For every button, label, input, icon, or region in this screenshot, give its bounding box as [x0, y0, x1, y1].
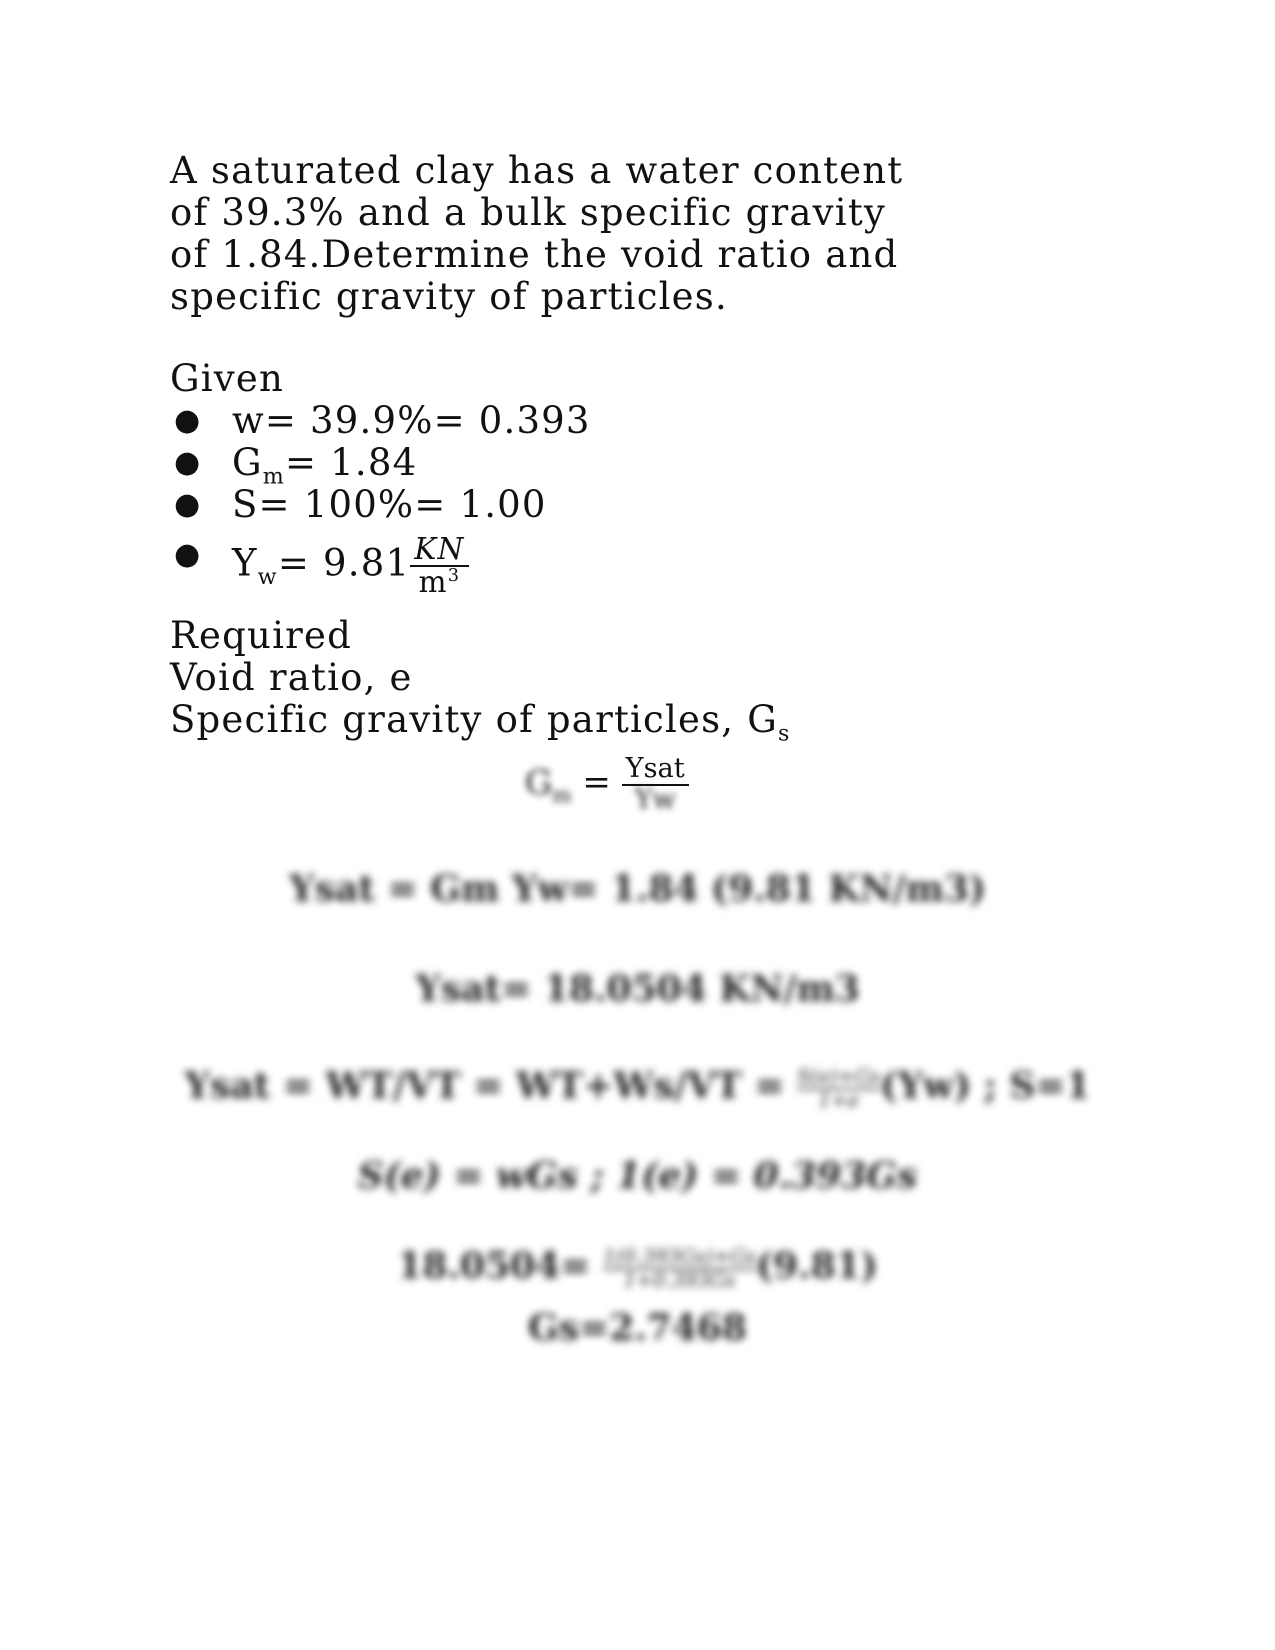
given-text: S= 100%= 1.00 [232, 483, 547, 526]
given-item [170, 400, 1110, 442]
equation-denominator: 1+0.393Gs [623, 1269, 736, 1292]
given-item [170, 484, 1110, 526]
gm-equals: = [582, 762, 611, 803]
gm-formula [525, 755, 689, 814]
given-symbol: Y [232, 541, 258, 585]
gm-subscript: m [552, 782, 572, 807]
given-text: w= 39.9%= 0.393 [232, 399, 591, 442]
required-section [170, 615, 1110, 754]
problem-line: of 1.84.Determine the void ratio and [170, 233, 899, 276]
gm-denominator: Yw [634, 783, 676, 815]
bullet-icon: ● [174, 487, 202, 522]
given-subscript: w [257, 563, 278, 590]
equation-line: Ysat= 18.0504 KN/m3 [415, 968, 860, 1010]
given-value: = 1.84 [285, 441, 418, 484]
equation-line [0, 1245, 1275, 1292]
equation-line: S(e) = wGs ; 1(e) = 0.393Gs [357, 1155, 918, 1197]
gm-letter: G [525, 762, 553, 803]
equation-numerator: 1(0.393Gs)+Gs [602, 1245, 756, 1269]
unit-denominator [410, 567, 468, 598]
equation-part: (9.81) [755, 1245, 878, 1287]
required-text: Specific gravity of particles, G [170, 698, 778, 741]
given-section [170, 357, 1110, 600]
equation-numerator: S(e)+Gs [797, 1065, 881, 1089]
gm-numerator: Ysat [622, 755, 689, 786]
given-symbol: G [232, 441, 263, 484]
unit-exponent: 3 [447, 566, 461, 587]
given-list [170, 399, 1110, 600]
unit-base: m [418, 565, 448, 600]
required-subscript: s [777, 720, 791, 747]
given-value: = 9.81 [277, 541, 411, 585]
problem-line: of 39.3% and a bulk specific gravity [170, 191, 886, 234]
problem-statement [170, 150, 1110, 318]
problem-line: A saturated clay has a water content [170, 149, 904, 192]
required-line [170, 699, 1110, 754]
given-subscript: m [262, 463, 286, 490]
equation-part: (Yw) ; S=1 [880, 1065, 1091, 1107]
bullet-icon: ● [174, 537, 202, 572]
given-item [170, 532, 1110, 600]
equation-part: 18.0504= [397, 1245, 603, 1287]
equation-part: Ysat = WT/VT = WT+Ws/VT = [184, 1065, 798, 1107]
equation-denominator: 1+e [818, 1089, 860, 1112]
problem-line: specific gravity of particles. [170, 275, 728, 318]
equation-line [0, 1065, 1275, 1112]
given-item [170, 441, 1110, 490]
required-line: Void ratio, e [170, 656, 413, 699]
gm-fraction [622, 755, 689, 814]
equation-fraction [603, 1246, 756, 1292]
bullet-icon: ● [174, 403, 202, 438]
result-line: Gs=2.7468 [528, 1307, 747, 1349]
unit-fraction [410, 534, 468, 598]
required-heading: Required [170, 614, 352, 657]
equation-fraction [797, 1066, 880, 1112]
given-heading: Given [170, 357, 285, 400]
unit-numerator: KN [410, 534, 468, 567]
bullet-icon: ● [174, 445, 202, 480]
equation-line: Ysat = Gm Yw= 1.84 (9.81 KN/m3) [289, 868, 986, 910]
gm-symbol [525, 762, 572, 807]
